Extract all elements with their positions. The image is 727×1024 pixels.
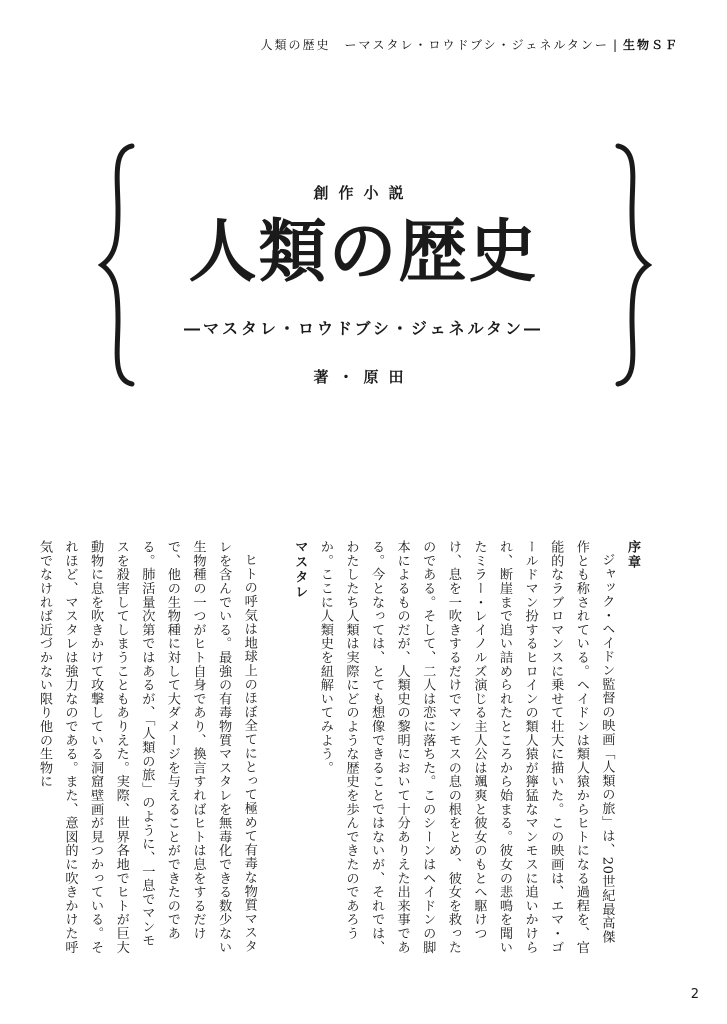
section-heading-preface: 序章 — [625, 540, 640, 570]
page-number: 2 — [690, 987, 699, 1002]
running-header — [260, 36, 679, 53]
header-separator: | — [612, 38, 619, 52]
preface-paragraph: ジャック・ヘイドン監督の映画「人類の旅」は、20世紀最高傑作とも称されている。ヘイドンは類人猿からヒトになる過程を、官能的なラブロマンスに乗せて壮大に描いた。この映画は、エマ・ゴールドマン扮するヒロインの類人猿が獰猛なマンモスに追いかけられ、断崖まで追い詰められたところから始まる。彼女の悲鳴を聞いたミラー・レイノルズ演じる主人公は颯爽と彼女のもとへ駆けつけ、息を一吹きするだけでマンモスの息の根をとめ、彼女を救ったのである。そして、二人は恋に落ちた。このシーンはヘイドンの脚本によるものだが、人類史の黎明において十分ありえた出来事である。今となっては、とても想像できることではないが、それでは、わたしたち人類は実際にどのような歴史を歩んできたのであろうか。ここに人類史を紐解いてみよう。 — [317, 540, 615, 954]
genre-kicker: 創作小説 — [313, 184, 414, 202]
page-title: 人類の歴史 — [188, 212, 539, 292]
category-label: 生物ＳＦ — [622, 38, 679, 52]
section-heading-mastare: マスタレ — [292, 540, 308, 600]
subtitle: ―マスタレ・ロウドブシ・ジェネルタン― — [184, 319, 543, 338]
running-title: 人類の歴史 ーマスタレ・ロウドブシ・ジェネルタンー — [260, 38, 609, 52]
author-credit: 著・原田 — [313, 368, 414, 386]
mastare-paragraph: ヒトの呼気は地球上のほぼ全てにとって極めて有毒な物質マスタレを含んでいる。最強の有毒物質マスタレを無毒化できる数少ない生物種の一つがヒト自身であり、換言すればヒトは息をするだけで、他の生物種に対して大ダメージを与えることができたのである。肺活量次第ではあるが、「人類の旅」のように、一息でマンモスを殺害してしまうこともありえた。実際、世界各地でヒトが巨大動物に息を吹きかけて攻撃している洞窟壁画が見つかっている。それほど、マスタレは強力なのである。また、意図的に吹きかけた呼気でなければ近づかない限り他の生物に — [36, 540, 257, 954]
article-body — [31, 540, 645, 955]
